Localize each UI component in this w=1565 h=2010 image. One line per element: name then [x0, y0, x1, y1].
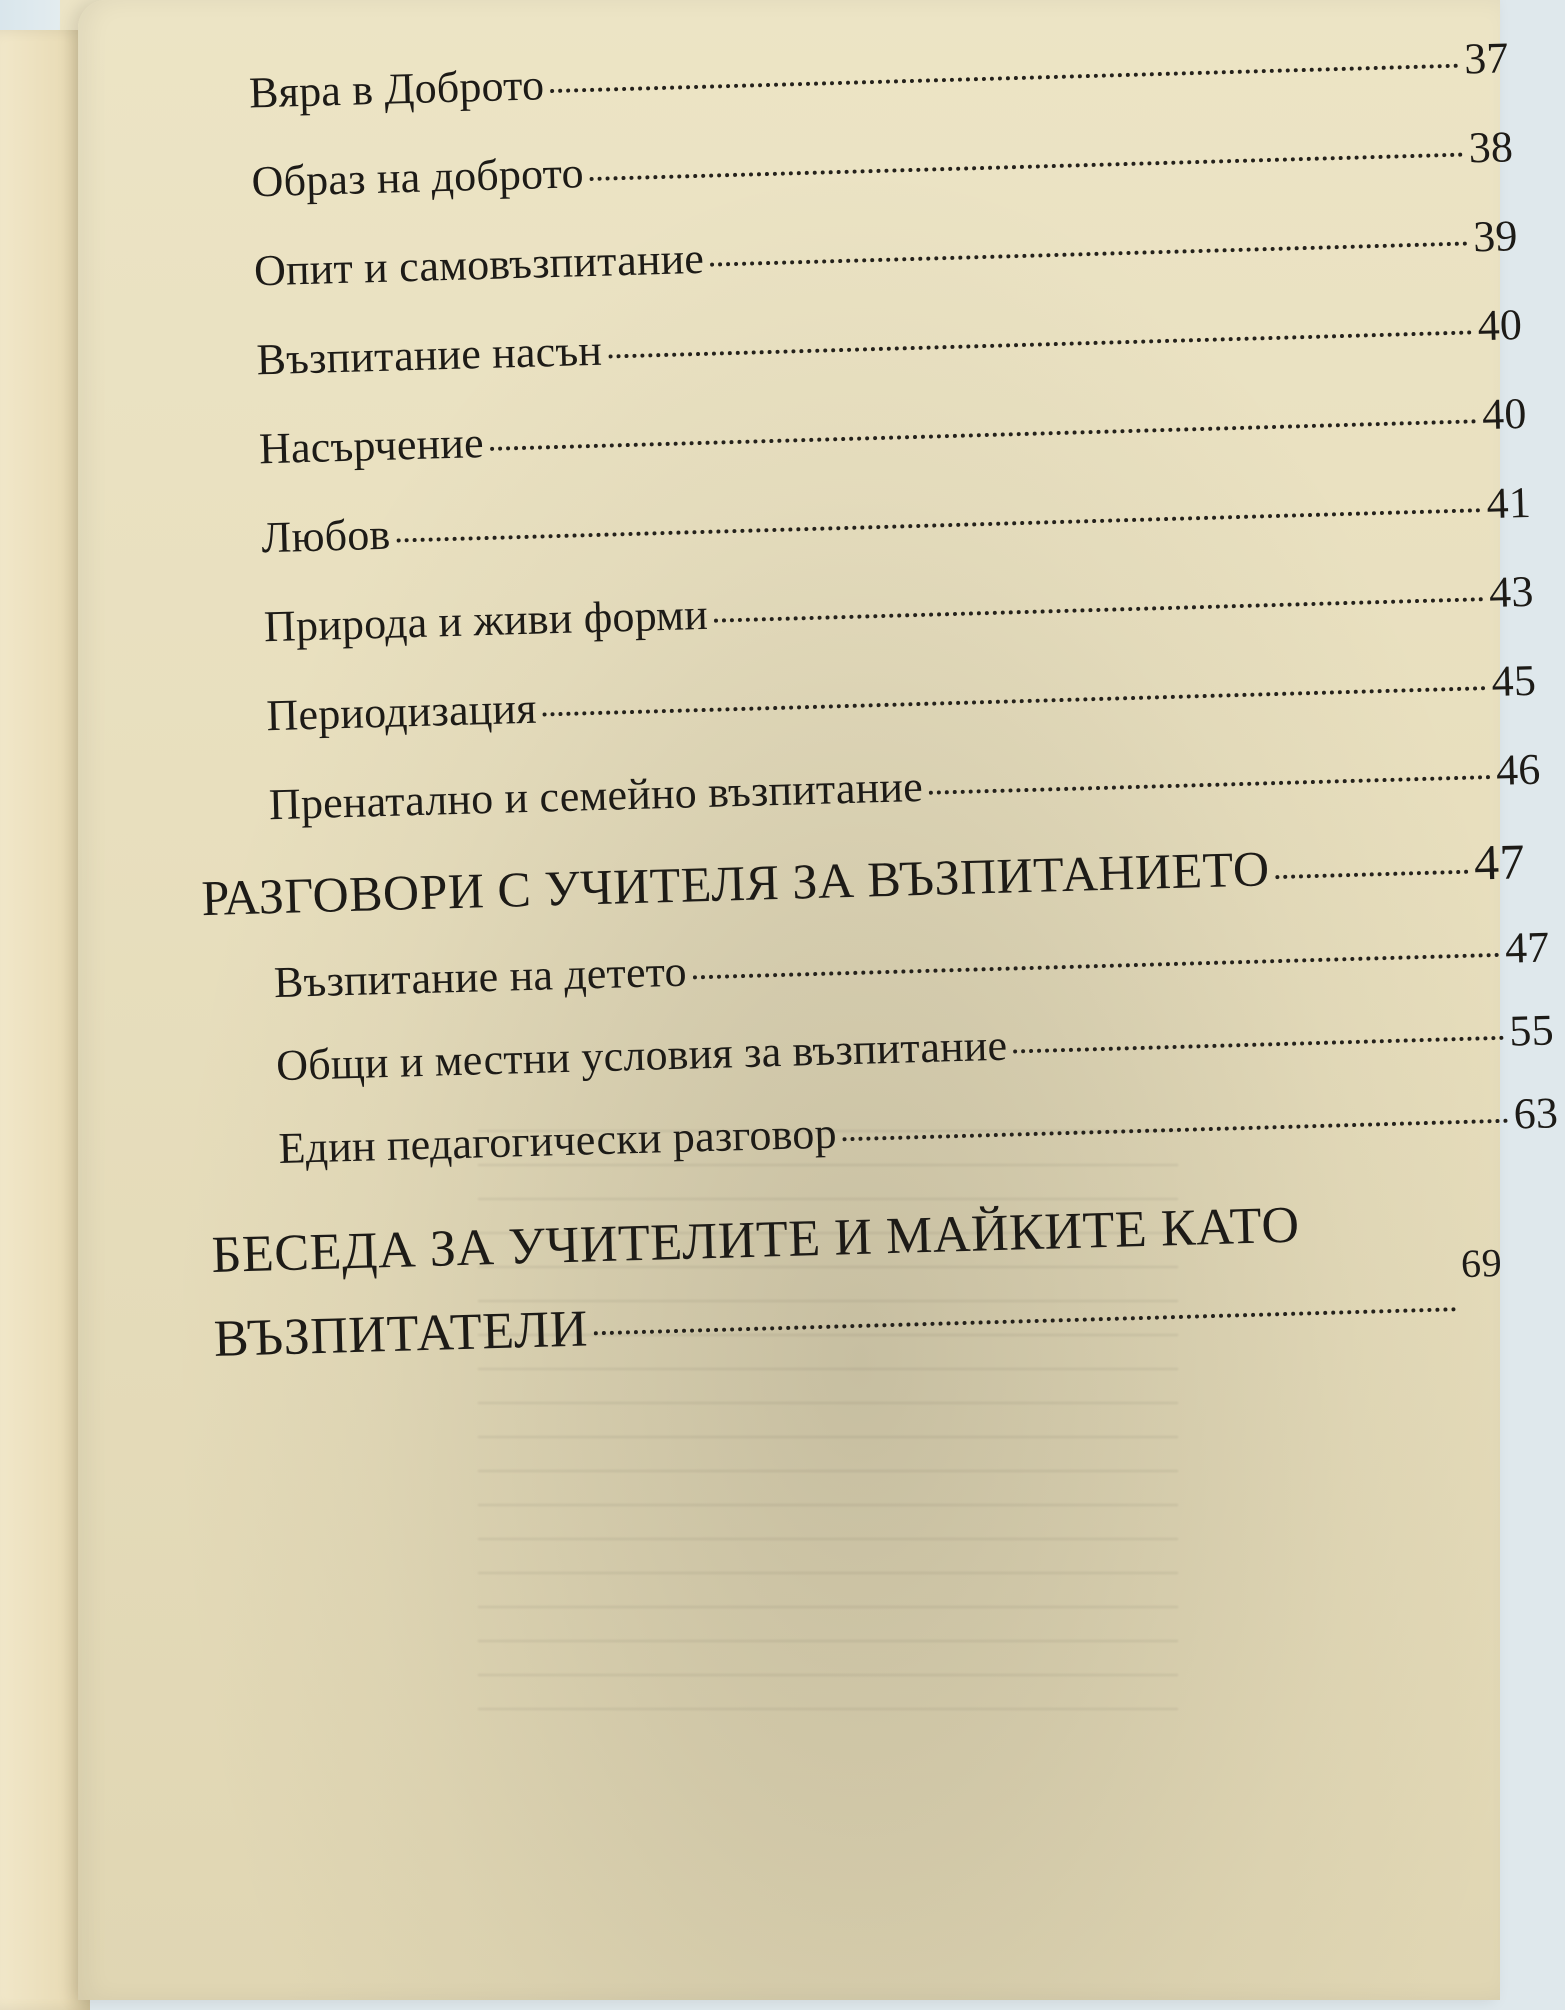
dot-leader [693, 953, 1500, 980]
toc-entry-page: 41 [1485, 477, 1532, 529]
toc-entry-page: 45 [1490, 655, 1537, 706]
table-of-contents [158, 18, 1559, 1368]
dot-leader [1276, 870, 1469, 879]
toc-entry-title: Опит и самовъзпитание [253, 233, 705, 296]
toc-entry-title: Един педагогически разговор [277, 1108, 838, 1174]
toc-entry-page: 46 [1495, 744, 1542, 795]
toc-entry-page: 40 [1481, 388, 1528, 440]
toc-entry-title: Насърчение [258, 418, 485, 474]
dot-leader [608, 330, 1472, 358]
dot-leader [714, 597, 1483, 622]
toc-section-entry-multiline [210, 1177, 1534, 1385]
toc-entry-title: Природа и живи форми [263, 589, 709, 652]
left-page-edge [0, 30, 90, 2010]
book-page [78, 0, 1559, 2000]
toc-entry [258, 388, 1527, 474]
toc-entry [261, 477, 1532, 563]
toc-entry-page: 37 [1463, 33, 1510, 84]
dot-leader [590, 153, 1463, 181]
dot-leader [1013, 1036, 1503, 1054]
dot-leader [543, 686, 1486, 716]
toc-section-entry [201, 832, 1526, 927]
toc-entry [263, 566, 1534, 652]
dot-leader [929, 775, 1490, 795]
toc-entry-title: Вяра в Доброто [248, 60, 545, 118]
dot-leader [550, 64, 1458, 93]
toc-entry-page: 69 [1460, 1239, 1503, 1287]
toc-entry-title: Общи и местни условия за възпитание [275, 1020, 1008, 1091]
toc-entry [256, 299, 1523, 385]
toc-entry-title: Периодизация [265, 683, 538, 741]
toc-entry [266, 655, 1537, 741]
toc-section-title-line2: ВЪЗПИТАТЕЛИ [213, 1300, 589, 1368]
toc-entry [253, 210, 1518, 296]
toc-entry-page: 55 [1508, 1005, 1555, 1056]
toc-entry-title: Любов [260, 509, 392, 563]
toc-entry-page: 39 [1472, 211, 1519, 262]
toc-entry-page: 40 [1476, 300, 1523, 351]
toc-entry-title: Възпитание на детето [273, 946, 688, 1008]
dot-leader [490, 419, 1477, 451]
toc-entry [276, 1004, 1555, 1091]
toc-section-title-line1: БЕСЕДА ЗА УЧИТЕЛИТЕ И МАЙКИТЕ КАТО [210, 1196, 1301, 1284]
toc-entry-title: Образ на доброто [250, 148, 585, 207]
toc-entry-title: Възпитание насън [255, 325, 603, 385]
dot-leader [396, 508, 1480, 542]
toc-entry-page: 47 [1473, 833, 1526, 891]
dot-leader [710, 242, 1467, 267]
toc-entry [268, 744, 1541, 830]
toc-entry-page: 43 [1488, 566, 1535, 618]
dot-leader [594, 1307, 1456, 1335]
toc-entry-page: 47 [1504, 922, 1551, 973]
toc-entry-page: 38 [1468, 122, 1514, 173]
toc-entry-title: Пренатално и семейно възпитание [268, 761, 924, 830]
toc-entry [248, 32, 1509, 118]
toc-entry [251, 121, 1514, 207]
toc-entry [273, 922, 1550, 1009]
toc-entry-page: 63 [1513, 1088, 1559, 1139]
dot-leader [843, 1119, 1508, 1142]
toc-section-title: РАЗГОВОРИ С УЧИТЕЛЯ ЗА ВЪЗПИТАНИЕТО [200, 840, 1271, 927]
